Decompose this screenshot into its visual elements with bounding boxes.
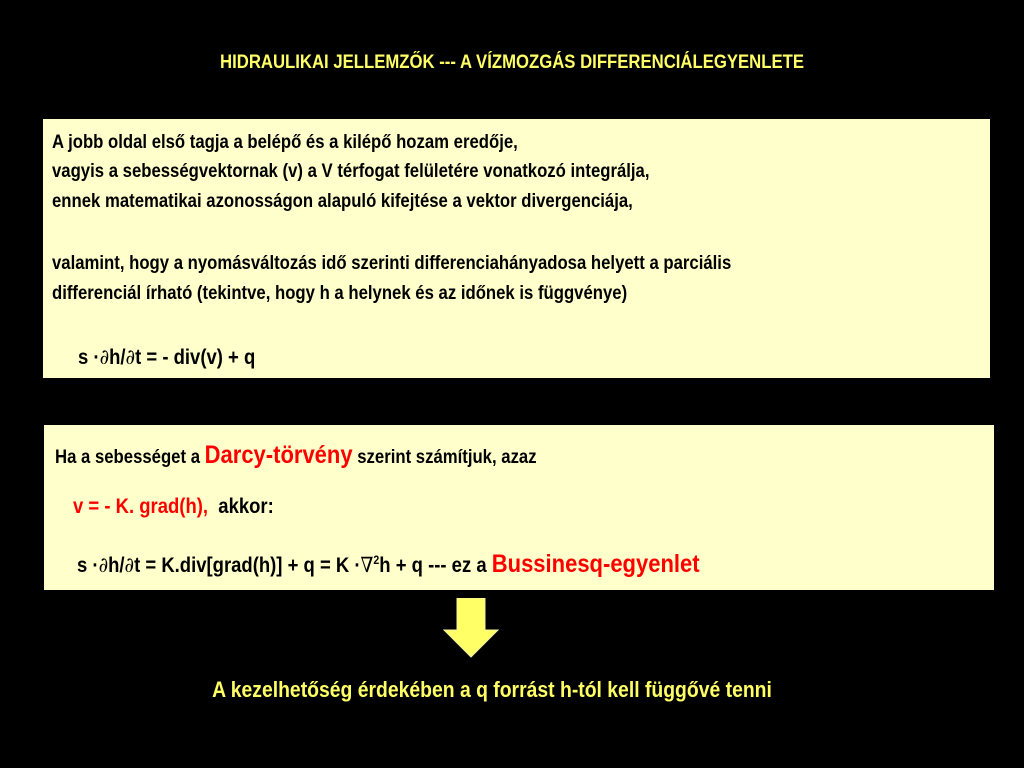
equation-s: s · xyxy=(78,346,100,369)
darcy-intro-suffix: szerint számítjuk, azaz xyxy=(352,447,537,468)
explanation-line-1: A jobb oldal első tagja a belépő és a kilépő hozam eredője, xyxy=(52,132,518,153)
explanation-line-5: differenciál írható (tekintve, hogy h a helynek és az időnek is függvénye) xyxy=(52,283,628,304)
equation-rest: t = - div(v) + q xyxy=(135,346,256,369)
explanation-line-4: valamint, hogy a nyomásváltozás idő szerinti differenciahányadosa helyett a parciális xyxy=(52,253,732,274)
equation-mid: t = K.div[grad(h)] + q = K · xyxy=(134,554,361,577)
equation-s: s · xyxy=(77,554,99,577)
explanation-line-2: vagyis a sebességvektornak (v) a V térfogat felületére vonatkozó integrálja, xyxy=(52,161,650,182)
darcy-law-label: Darcy-törvény xyxy=(204,441,353,469)
down-arrow-icon xyxy=(443,598,499,658)
conclusion-text: A kezelhetőség érdekében a q forrást h-tól kell függővé tenni xyxy=(212,677,772,702)
darcy-intro-line xyxy=(55,441,537,470)
superscript-two: 2 xyxy=(373,553,380,567)
akkor-label: akkor: xyxy=(218,495,274,518)
explanation-box xyxy=(43,119,990,378)
partial-symbol: ∂ xyxy=(124,553,135,577)
velocity-line xyxy=(73,495,274,519)
slide-title: HIDRAULIKAI JELLEMZŐK --- A VÍZMOZGÁS DIFFERENCIÁLEGYENLETE xyxy=(220,52,804,73)
equation-tail: h + q --- ez a xyxy=(379,554,492,577)
bussinesq-label: Bussinesq-egyenlet xyxy=(491,550,700,578)
velocity-equation: v = - K. grad(h), xyxy=(73,495,209,518)
partial-symbol: ∂ xyxy=(98,553,109,577)
partial-symbol: ∂ xyxy=(99,345,110,369)
darcy-box xyxy=(44,425,994,590)
bussinesq-equation-line xyxy=(77,550,700,579)
equation-h: h/ xyxy=(109,346,126,369)
continuity-equation xyxy=(78,345,255,370)
nabla-symbol: ∇ xyxy=(360,553,374,577)
darcy-intro-prefix: Ha a sebességet a xyxy=(55,447,205,468)
partial-symbol: ∂ xyxy=(125,345,136,369)
equation-h: h/ xyxy=(108,554,125,577)
explanation-line-3: ennek matematikai azonosságon alapuló kifejtése a vektor divergenciája, xyxy=(52,191,633,212)
